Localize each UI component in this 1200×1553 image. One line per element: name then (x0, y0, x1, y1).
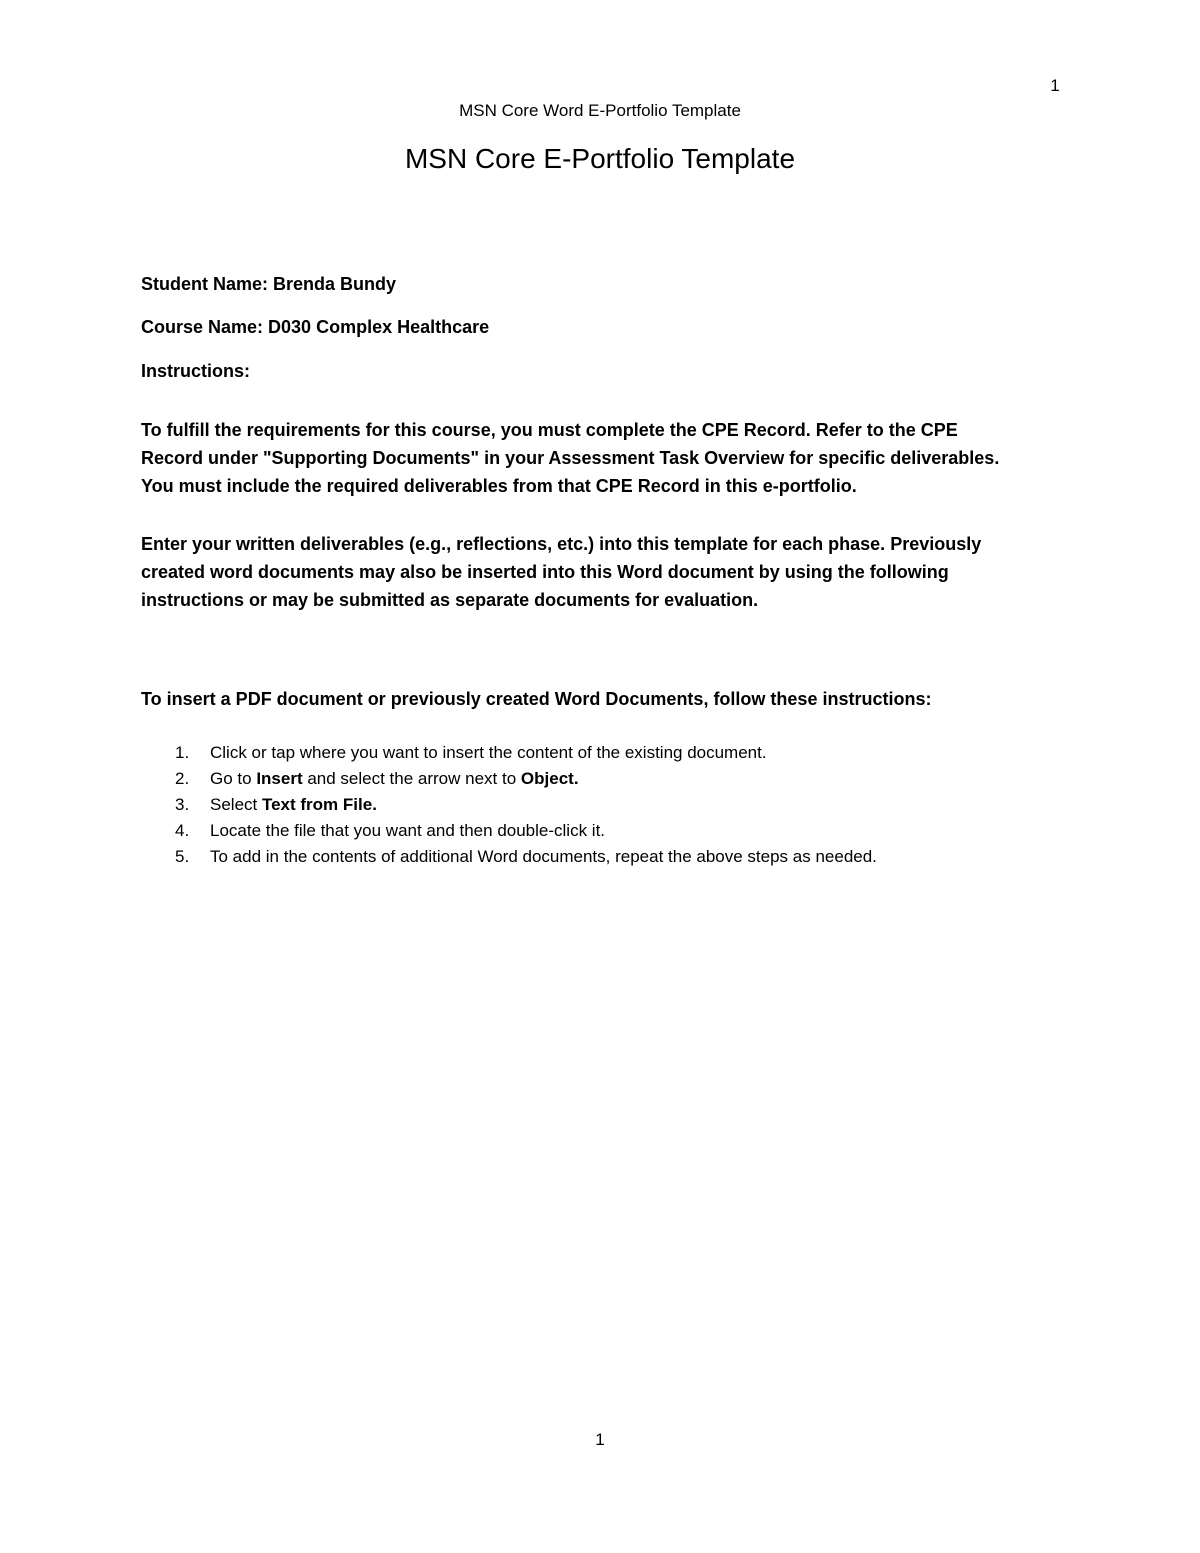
step-text: Locate the file that you want and then double-click it. (210, 821, 606, 840)
paragraph-line: created word documents may also be inserted into this Word document by using the following (141, 562, 949, 582)
list-item (141, 844, 877, 870)
deliverables-paragraph (141, 530, 1041, 614)
step-bold-insert: Insert (256, 769, 303, 788)
step-number: 5. (175, 847, 190, 866)
step-bold-object: Object (520, 769, 574, 788)
document-title: MSN Core E-Portfolio Template (404, 143, 796, 174)
instruction-steps-list (141, 740, 877, 870)
step-number: 2. (175, 769, 190, 788)
paragraph-line: Enter your written deliverables (e.g., reflections, etc.) into this template for each phase. Previously (141, 534, 982, 554)
step-text: Select (210, 795, 262, 814)
page-number-top: 1 (1050, 76, 1060, 95)
list-item (141, 792, 877, 818)
step-text: and select the arrow next to (302, 769, 521, 788)
step-text: To add in the contents of additional Word documents, repeat the above steps as needed. (210, 847, 877, 866)
paragraph-line: To fulfill the requirements for this course, you must complete the CPE Record. Refer to the CPE (141, 420, 958, 440)
step-number: 4. (175, 821, 190, 840)
course-name: Course Name: D030 Complex Healthcare (141, 317, 490, 337)
requirements-paragraph (141, 416, 1041, 500)
step-text-end: . (573, 769, 579, 788)
instructions-label: Instructions: (141, 361, 251, 381)
student-name: Student Name: Brenda Bundy (141, 274, 397, 294)
step-text: Click or tap where you want to insert the content of the existing document. (210, 743, 767, 762)
list-item (141, 818, 877, 844)
paragraph-line: instructions or may be submitted as separate documents for evaluation. (141, 590, 759, 610)
paragraph-line: You must include the required deliverables from that CPE Record in this e-portfolio. (141, 476, 857, 496)
step-number: 3. (175, 795, 190, 814)
step-text: Go to (210, 769, 257, 788)
page-number-bottom: 1 (595, 1430, 605, 1449)
step-number: 1. (175, 743, 190, 762)
list-item (141, 740, 877, 766)
running-header: MSN Core Word E-Portfolio Template (459, 101, 741, 120)
paragraph-line: Record under "Supporting Documents" in your Assessment Task Overview for specific deliverables. (141, 448, 1000, 468)
step-text-end: . (372, 795, 377, 814)
insert-instructions-heading: To insert a PDF document or previously created Word Documents, follow these instructions: (141, 689, 932, 709)
step-bold-text-from-file: Text from File (261, 795, 373, 814)
list-item (141, 766, 877, 792)
